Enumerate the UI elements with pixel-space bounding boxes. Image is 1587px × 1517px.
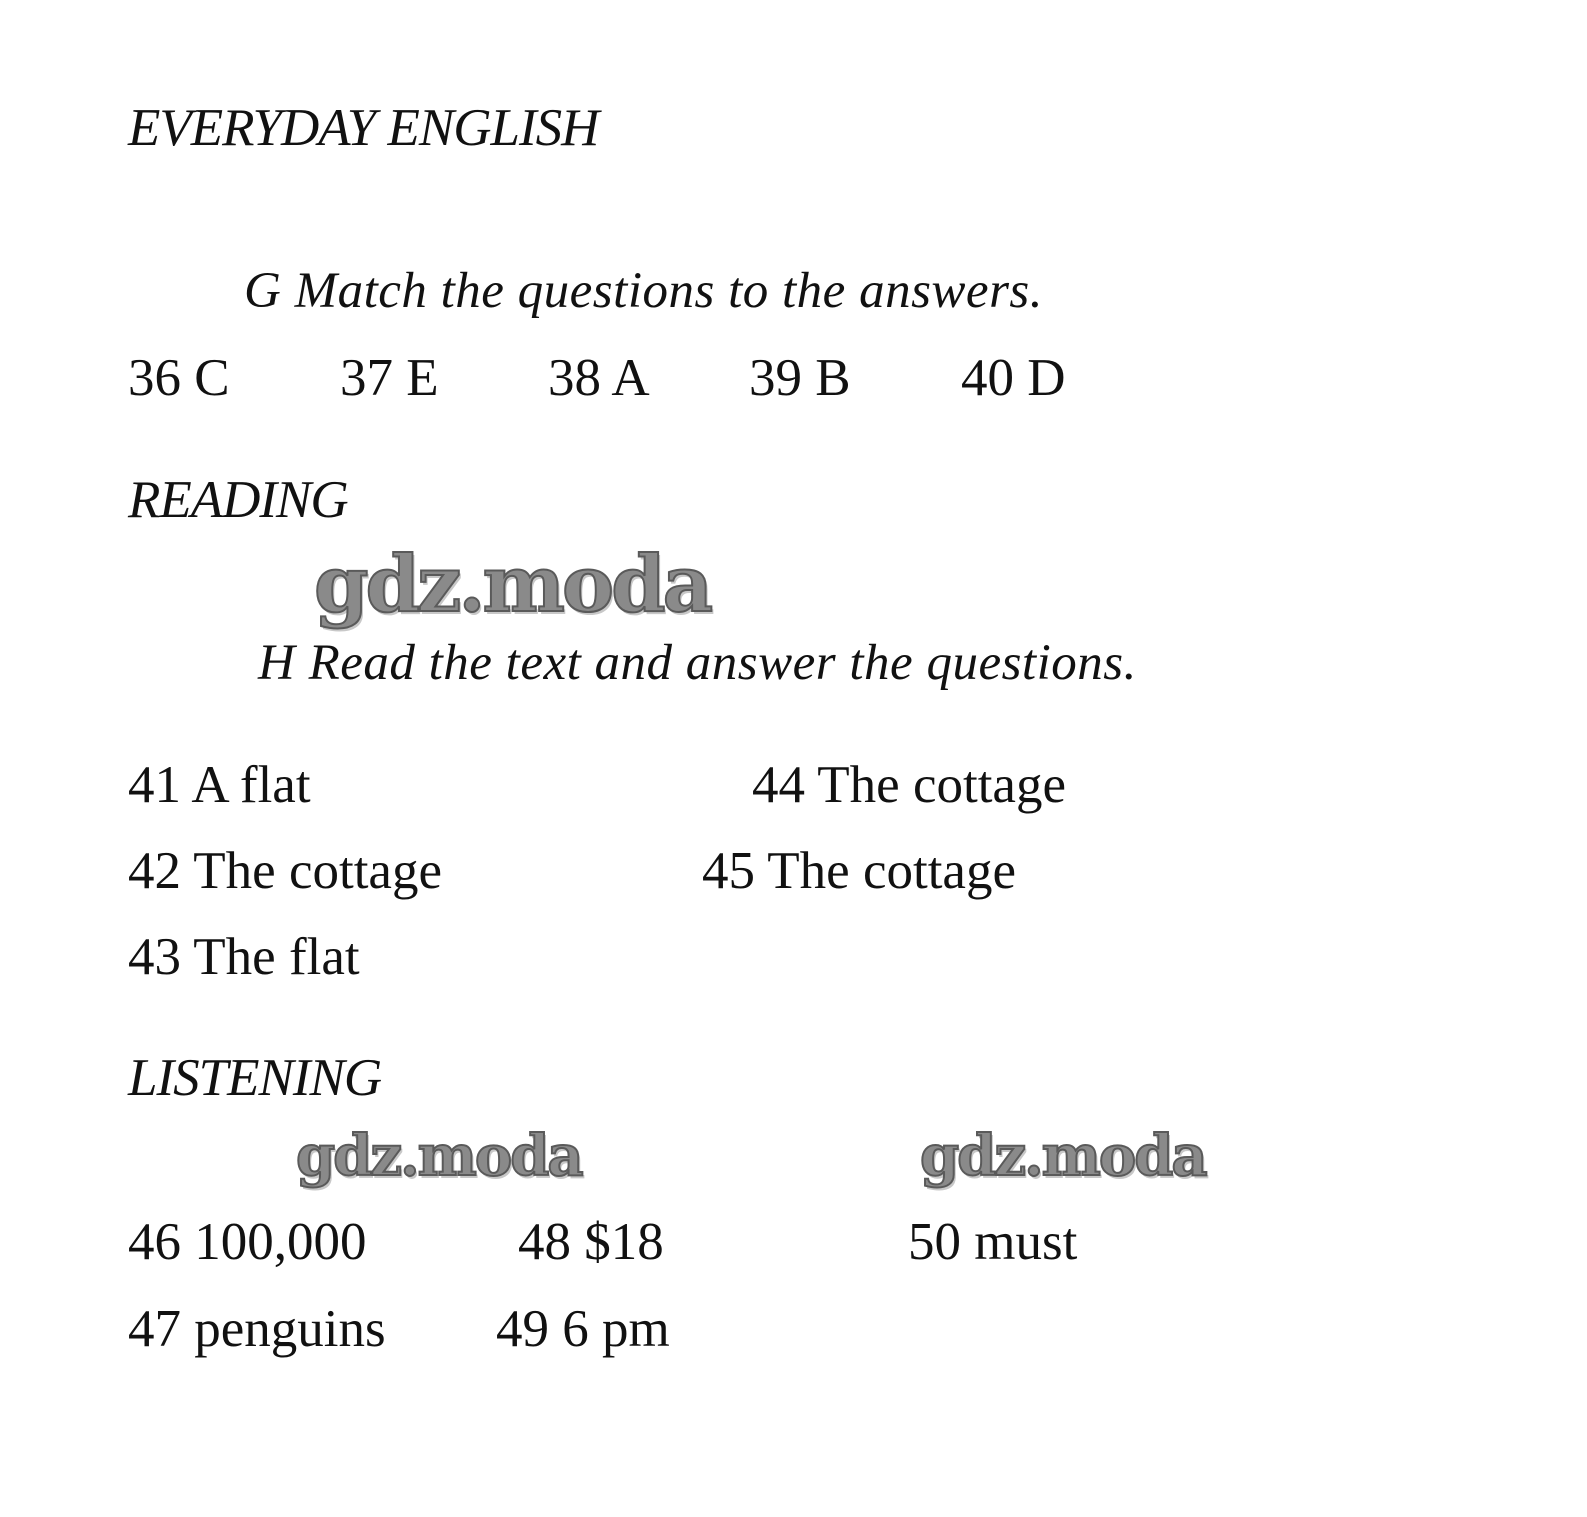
watermark-logo: gdz.moda — [920, 1123, 1206, 1189]
watermark-logo: gdz.moda — [296, 1123, 582, 1189]
reading-heading: READING — [128, 471, 348, 529]
watermark-logo: gdz.moda — [314, 539, 711, 630]
reading-instruction: H Read the text and answer the questions. — [258, 635, 1137, 691]
listening-heading: LISTENING — [128, 1049, 382, 1107]
answer-item: 46 100,000 — [128, 1213, 367, 1271]
answer-item: 40 D — [961, 349, 1066, 407]
everyday-english-heading: EVERYDAY ENGLISH — [128, 99, 599, 157]
answer-item: 44 The cottage — [752, 756, 1066, 814]
answer-item: 49 6 pm — [496, 1300, 670, 1358]
answer-item: 39 B — [749, 349, 851, 407]
answer-item: 38 A — [548, 349, 650, 407]
answer-item: 47 penguins — [128, 1300, 386, 1358]
answer-item: 43 The flat — [128, 928, 360, 986]
everyday-english-instruction: G Match the questions to the answers. — [244, 263, 1044, 319]
answer-item: 45 The cottage — [702, 842, 1016, 900]
answer-item: 37 E — [340, 349, 439, 407]
answer-item: 42 The cottage — [128, 842, 442, 900]
answer-item: 41 A flat — [128, 756, 311, 814]
answer-item: 48 $18 — [518, 1213, 664, 1271]
answer-item: 36 C — [128, 349, 230, 407]
answer-item: 50 must — [908, 1213, 1078, 1271]
